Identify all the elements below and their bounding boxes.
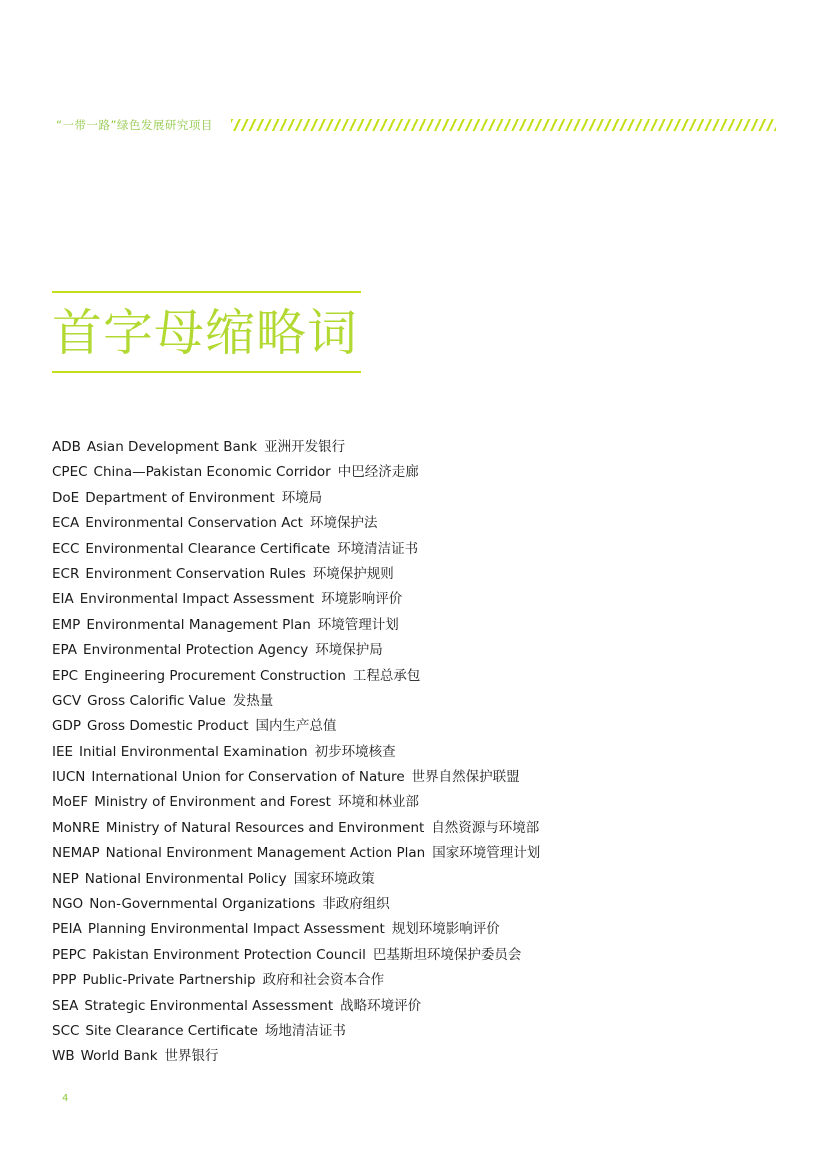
abbreviation-chinese: 非政府组织 bbox=[322, 896, 390, 913]
abbreviation-english: Pakistan Environment Protection Council bbox=[92, 946, 366, 963]
abbreviation-row bbox=[52, 461, 792, 486]
abbreviation-english: China—Pakistan Economic Corridor bbox=[93, 464, 331, 481]
title-top-rule bbox=[52, 291, 361, 293]
abbreviation-row bbox=[52, 690, 792, 715]
abbreviation-code: GCV bbox=[52, 692, 82, 709]
abbreviation-english: Engineering Procurement Construction bbox=[84, 667, 346, 684]
title-bottom-rule bbox=[52, 371, 361, 373]
abbreviation-code: DoE bbox=[52, 489, 80, 506]
abbreviation-english: Site Clearance Certificate bbox=[85, 1022, 258, 1039]
abbreviation-chinese: 国内生产总值 bbox=[255, 718, 337, 735]
abbreviation-chinese: 环境保护规则 bbox=[312, 565, 394, 582]
abbreviation-chinese: 环境局 bbox=[281, 489, 323, 506]
abbreviation-chinese: 环境影响评价 bbox=[321, 591, 403, 608]
abbreviation-chinese: 环境保护局 bbox=[315, 642, 383, 659]
abbreviation-row bbox=[52, 969, 792, 994]
abbreviation-row bbox=[52, 868, 792, 893]
abbreviation-english: Asian Development Bank bbox=[86, 439, 258, 455]
abbreviation-row bbox=[52, 842, 792, 867]
abbreviation-chinese: 场地清洁证书 bbox=[264, 1022, 346, 1039]
abbreviation-row bbox=[52, 1020, 792, 1045]
abbreviation-code: EMP bbox=[52, 616, 81, 633]
abbreviation-english: Environment Conservation Rules bbox=[85, 565, 306, 582]
abbreviation-code: IUCN bbox=[52, 769, 86, 786]
abbreviation-code: EPC bbox=[52, 667, 79, 684]
abbreviation-english: Environmental Clearance Certificate bbox=[85, 540, 331, 557]
abbreviation-chinese: 环境和林业部 bbox=[337, 794, 419, 811]
abbreviation-row bbox=[52, 538, 792, 563]
abbreviation-code: SEA bbox=[52, 997, 79, 1014]
abbreviation-english: National Environment Management Action Plan bbox=[105, 845, 426, 862]
abbreviation-list bbox=[52, 436, 792, 1071]
abbreviation-code: ECC bbox=[52, 540, 80, 557]
abbreviation-code: SCC bbox=[52, 1022, 80, 1039]
abbreviation-row bbox=[52, 918, 792, 943]
abbreviation-code: ECR bbox=[52, 565, 80, 582]
abbreviation-english: Planning Environmental Impact Assessment bbox=[87, 921, 385, 938]
abbreviation-code: PEIA bbox=[52, 921, 82, 938]
abbreviation-english: National Environmental Policy bbox=[84, 870, 287, 887]
abbreviation-chinese: 环境保护法 bbox=[309, 515, 378, 532]
page-title: 首字母缩略词 bbox=[52, 304, 358, 362]
abbreviation-english: Gross Calorific Value bbox=[87, 692, 226, 709]
abbreviation-chinese: 环境管理计划 bbox=[317, 616, 399, 633]
abbreviation-code: WB bbox=[52, 1048, 75, 1065]
abbreviation-row bbox=[52, 512, 792, 537]
abbreviation-code: EIA bbox=[52, 591, 74, 608]
header-stripe-decoration bbox=[231, 119, 776, 131]
abbreviation-english: Gross Domestic Product bbox=[87, 718, 249, 735]
abbreviation-code: ECA bbox=[52, 515, 80, 532]
abbreviation-chinese: 环境清洁证书 bbox=[337, 540, 419, 557]
abbreviation-chinese: 中巴经济走廊 bbox=[337, 464, 419, 481]
abbreviation-row bbox=[52, 995, 792, 1020]
running-header bbox=[56, 115, 776, 135]
abbreviation-english: Ministry of Environment and Forest bbox=[94, 794, 331, 811]
abbreviation-english: World Bank bbox=[80, 1048, 158, 1065]
abbreviation-code: MoEF bbox=[52, 794, 89, 811]
abbreviation-code: IEE bbox=[52, 743, 74, 760]
abbreviation-english: Environmental Conservation Act bbox=[85, 515, 303, 532]
abbreviation-row bbox=[52, 715, 792, 740]
abbreviation-chinese: 工程总承包 bbox=[352, 667, 421, 684]
abbreviation-english: International Union for Conservation of Nature bbox=[91, 769, 405, 786]
abbreviation-english: Ministry of Natural Resources and Environment bbox=[105, 819, 425, 836]
abbreviation-row bbox=[52, 436, 792, 461]
abbreviation-english: Initial Environmental Examination bbox=[79, 743, 308, 760]
abbreviation-row bbox=[52, 766, 792, 791]
abbreviation-chinese: 巴基斯坦环境保护委员会 bbox=[372, 946, 522, 963]
abbreviation-code: MoNRE bbox=[52, 819, 100, 836]
abbreviation-english: Department of Environment bbox=[85, 489, 275, 506]
abbreviation-row bbox=[52, 614, 792, 639]
abbreviation-chinese: 国家环境政策 bbox=[293, 870, 375, 887]
abbreviation-code: NGO bbox=[52, 896, 84, 913]
abbreviation-english: Non-Governmental Organizations bbox=[89, 896, 316, 913]
abbreviation-code: EPA bbox=[52, 642, 78, 659]
abbreviation-row bbox=[52, 563, 792, 588]
abbreviation-chinese: 世界自然保护联盟 bbox=[411, 769, 520, 786]
abbreviation-row bbox=[52, 487, 792, 512]
abbreviation-row bbox=[52, 1045, 792, 1070]
abbreviation-english: Strategic Environmental Assessment bbox=[84, 997, 334, 1014]
abbreviation-code: NEMAP bbox=[52, 845, 100, 862]
abbreviation-chinese: 规划环境影响评价 bbox=[391, 921, 500, 938]
page-number: 4 bbox=[62, 1093, 69, 1104]
abbreviation-english: Environmental Impact Assessment bbox=[79, 591, 315, 608]
abbreviation-row bbox=[52, 893, 792, 918]
abbreviation-chinese: 发热量 bbox=[232, 692, 274, 709]
abbreviation-english: Environmental Management Plan bbox=[86, 616, 311, 633]
abbreviation-chinese: 自然资源与环境部 bbox=[431, 819, 540, 836]
abbreviation-row bbox=[52, 639, 792, 664]
abbreviation-chinese: 初步环境核查 bbox=[314, 743, 396, 760]
abbreviation-code: PEPC bbox=[52, 946, 87, 963]
abbreviation-row bbox=[52, 817, 792, 842]
abbreviation-code: PPP bbox=[52, 972, 77, 989]
abbreviation-code: ADB bbox=[52, 439, 81, 455]
header-title: “一带一路”绿色发展研究项目 bbox=[56, 118, 213, 132]
abbreviation-code: GDP bbox=[52, 718, 81, 735]
abbreviation-chinese: 政府和社会资本合作 bbox=[262, 972, 385, 989]
abbreviation-chinese: 亚洲开发银行 bbox=[264, 439, 346, 455]
abbreviation-row bbox=[52, 944, 792, 969]
abbreviation-english: Environmental Protection Agency bbox=[83, 642, 309, 659]
abbreviation-row bbox=[52, 791, 792, 816]
abbreviation-english: Public-Private Partnership bbox=[82, 972, 256, 989]
abbreviation-chinese: 国家环境管理计划 bbox=[432, 845, 541, 862]
abbreviation-row bbox=[52, 665, 792, 690]
abbreviation-row bbox=[52, 588, 792, 613]
abbreviation-chinese: 战略环境评价 bbox=[340, 997, 422, 1014]
abbreviation-code: NEP bbox=[52, 870, 79, 887]
abbreviation-chinese: 世界银行 bbox=[164, 1048, 219, 1065]
abbreviation-code: CPEC bbox=[52, 464, 88, 481]
abbreviation-row bbox=[52, 741, 792, 766]
